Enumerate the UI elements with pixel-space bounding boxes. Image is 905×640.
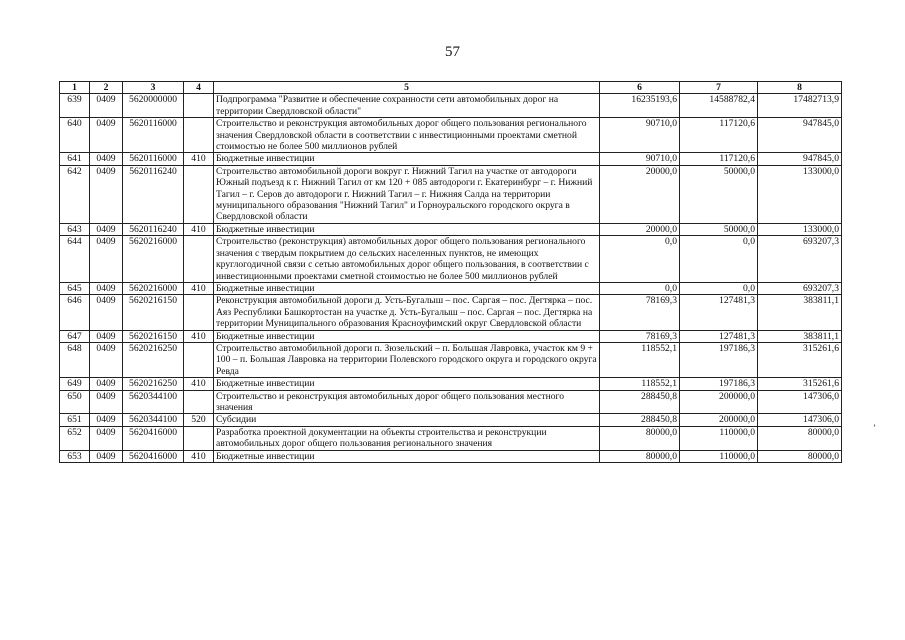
section-code: 0409 (90, 118, 123, 153)
target-article-code: 5620116240 (123, 223, 184, 235)
row-number: 649 (60, 378, 90, 390)
amount-col8: 315261,6 (758, 342, 842, 377)
col-header: 5 (214, 82, 600, 94)
target-article-code: 5620416000 (123, 426, 184, 450)
header-row (60, 82, 842, 94)
amount-col6: 20000,0 (600, 165, 680, 223)
amount-col8: 133000,0 (758, 223, 842, 235)
col-header: 4 (184, 82, 214, 94)
amount-col6: 118552,1 (600, 378, 680, 390)
row-number: 653 (60, 450, 90, 462)
table-row (60, 390, 842, 414)
expense-type-code: 410 (184, 450, 214, 462)
amount-col6: 78169,3 (600, 295, 680, 330)
section-code: 0409 (90, 330, 123, 342)
item-name: Строительство (реконструкция) автомобильных дорог общего пользования регионального значения с твердым покрытием до сельских населенных пунктов, не имеющих круглогодичной связи с сетью автомобильных дорог общего пользования, в соответствии с инвестиционными проектами сметной стоимостью не более 500 миллионов рублей (214, 236, 600, 283)
amount-col7: 110000,0 (680, 450, 758, 462)
section-code: 0409 (90, 282, 123, 294)
target-article-code: 5620344100 (123, 390, 184, 414)
amount-col7: 0,0 (680, 282, 758, 294)
target-article-code: 5620116240 (123, 165, 184, 223)
row-number: 640 (60, 118, 90, 153)
amount-col7: 14588782,4 (680, 94, 758, 118)
item-name: Бюджетные инвестиции (214, 153, 600, 165)
amount-col6: 80000,0 (600, 450, 680, 462)
row-number: 644 (60, 236, 90, 283)
page-number: 57 (445, 44, 460, 60)
expense-type-code: 410 (184, 378, 214, 390)
table-row (60, 153, 842, 165)
section-code: 0409 (90, 342, 123, 377)
row-number: 643 (60, 223, 90, 235)
section-code: 0409 (90, 450, 123, 462)
item-name: Бюджетные инвестиции (214, 223, 600, 235)
item-name: Подпрограмма "Развитие и обеспечение сохранности сети автомобильных дорог на территории Свердловской области" (214, 94, 600, 118)
col-header: 7 (680, 82, 758, 94)
amount-col6: 80000,0 (600, 426, 680, 450)
target-article-code: 5620216000 (123, 282, 184, 294)
table-row (60, 330, 842, 342)
table-row (60, 426, 842, 450)
expense-type-code (184, 165, 214, 223)
amount-col6: 78169,3 (600, 330, 680, 342)
amount-col7: 50000,0 (680, 223, 758, 235)
row-number: 648 (60, 342, 90, 377)
col-header: 3 (123, 82, 184, 94)
item-name: Бюджетные инвестиции (214, 330, 600, 342)
item-name: Субсидии (214, 414, 600, 426)
expense-type-code (184, 295, 214, 330)
target-article-code: 5620000000 (123, 94, 184, 118)
expense-type-code: 410 (184, 282, 214, 294)
amount-col8: 693207,3 (758, 236, 842, 283)
amount-col8: 80000,0 (758, 426, 842, 450)
target-article-code: 5620116000 (123, 153, 184, 165)
amount-col8: 133000,0 (758, 165, 842, 223)
expense-type-code: 410 (184, 153, 214, 165)
expense-type-code (184, 342, 214, 377)
target-article-code: 5620344100 (123, 414, 184, 426)
target-article-code: 5620116000 (123, 118, 184, 153)
amount-col6: 20000,0 (600, 223, 680, 235)
amount-col7: 197186,3 (680, 378, 758, 390)
section-code: 0409 (90, 378, 123, 390)
amount-col8: 947845,0 (758, 118, 842, 153)
section-code: 0409 (90, 390, 123, 414)
section-code: 0409 (90, 223, 123, 235)
section-code: 0409 (90, 414, 123, 426)
scan-artifact: ’ (873, 423, 876, 433)
row-number: 652 (60, 426, 90, 450)
row-number: 646 (60, 295, 90, 330)
table-row (60, 165, 842, 223)
target-article-code: 5620416000 (123, 450, 184, 462)
item-name: Строительство автомобильной дороги п. Зюзельский – п. Большая Лавровка, участок км 9 + 100 – п. Большая Лавровка на территории Полевского городского округа и городского округа Ревда (214, 342, 600, 377)
expense-type-code (184, 118, 214, 153)
row-number: 650 (60, 390, 90, 414)
amount-col6: 0,0 (600, 236, 680, 283)
amount-col8: 693207,3 (758, 282, 842, 294)
amount-col7: 117120,6 (680, 118, 758, 153)
amount-col7: 127481,3 (680, 330, 758, 342)
amount-col6: 16235193,6 (600, 94, 680, 118)
budget-table (59, 81, 842, 463)
amount-col6: 288450,8 (600, 390, 680, 414)
section-code: 0409 (90, 426, 123, 450)
row-number: 639 (60, 94, 90, 118)
table-row (60, 450, 842, 462)
amount-col7: 110000,0 (680, 426, 758, 450)
amount-col6: 118552,1 (600, 342, 680, 377)
table-row (60, 236, 842, 283)
amount-col8: 147306,0 (758, 414, 842, 426)
target-article-code: 5620216250 (123, 342, 184, 377)
row-number: 651 (60, 414, 90, 426)
amount-col8: 147306,0 (758, 390, 842, 414)
amount-col8: 315261,6 (758, 378, 842, 390)
amount-col6: 288450,8 (600, 414, 680, 426)
amount-col8: 947845,0 (758, 153, 842, 165)
table-row (60, 414, 842, 426)
table-row (60, 94, 842, 118)
amount-col6: 90710,0 (600, 118, 680, 153)
amount-col7: 127481,3 (680, 295, 758, 330)
table-row (60, 282, 842, 294)
expense-type-code: 520 (184, 414, 214, 426)
amount-col7: 200000,0 (680, 390, 758, 414)
section-code: 0409 (90, 295, 123, 330)
item-name: Строительство автомобильной дороги вокруг г. Нижний Тагил на участке от автодороги Южный подъезд к г. Нижний Тагил от км 120 + 085 автодороги г. Екатеринбург – г. Нижний Тагил – г. Серов до автодороги г. Нижний Тагил – г. Нижняя Салда на территории муниципального образования "Нижний Тагил" и Горноуральского городского округа в Свердловской области (214, 165, 600, 223)
target-article-code: 5620216150 (123, 295, 184, 330)
amount-col7: 50000,0 (680, 165, 758, 223)
target-article-code: 5620216250 (123, 378, 184, 390)
table-row (60, 342, 842, 377)
amount-col7: 0,0 (680, 236, 758, 283)
amount-col7: 197186,3 (680, 342, 758, 377)
row-number: 647 (60, 330, 90, 342)
amount-col6: 90710,0 (600, 153, 680, 165)
item-name: Строительство и реконструкция автомобильных дорог общего пользования регионального значения Свердловской области в соответствии с инвестиционными проектами сметной стоимостью не более 500 миллионов рублей (214, 118, 600, 153)
expense-type-code (184, 426, 214, 450)
item-name: Реконструкция автомобильной дороги д. Усть-Бугалыш – пос. Саргая – пос. Дегтярка – пос. Аяз Республики Башкортостан на участке д. Усть-Бугалыш – пос. Саргая – пос. Дегтярка на территории Муниципального образования Красноуфимский округ Свердловской области (214, 295, 600, 330)
section-code: 0409 (90, 153, 123, 165)
section-code: 0409 (90, 165, 123, 223)
table-row (60, 118, 842, 153)
row-number: 641 (60, 153, 90, 165)
target-article-code: 5620216150 (123, 330, 184, 342)
row-number: 645 (60, 282, 90, 294)
amount-col7: 200000,0 (680, 414, 758, 426)
section-code: 0409 (90, 94, 123, 118)
table-row (60, 223, 842, 235)
item-name: Бюджетные инвестиции (214, 282, 600, 294)
col-header: 8 (758, 82, 842, 94)
expense-type-code (184, 236, 214, 283)
expense-type-code (184, 390, 214, 414)
row-number: 642 (60, 165, 90, 223)
col-header: 6 (600, 82, 680, 94)
col-header: 2 (90, 82, 123, 94)
expense-type-code (184, 94, 214, 118)
amount-col8: 80000,0 (758, 450, 842, 462)
item-name: Разработка проектной документации на объекты строительства и реконструкции автомобильных дорог общего пользования регионального значения (214, 426, 600, 450)
amount-col8: 383811,1 (758, 295, 842, 330)
amount-col8: 383811,1 (758, 330, 842, 342)
section-code: 0409 (90, 236, 123, 283)
amount-col6: 0,0 (600, 282, 680, 294)
item-name: Бюджетные инвестиции (214, 378, 600, 390)
expense-type-code: 410 (184, 223, 214, 235)
table-row (60, 295, 842, 330)
item-name: Строительство и реконструкция автомобильных дорог общего пользования местного значения (214, 390, 600, 414)
col-header: 1 (60, 82, 90, 94)
target-article-code: 5620216000 (123, 236, 184, 283)
expense-type-code: 410 (184, 330, 214, 342)
amount-col8: 17482713,9 (758, 94, 842, 118)
item-name: Бюджетные инвестиции (214, 450, 600, 462)
amount-col7: 117120,6 (680, 153, 758, 165)
table-row (60, 378, 842, 390)
